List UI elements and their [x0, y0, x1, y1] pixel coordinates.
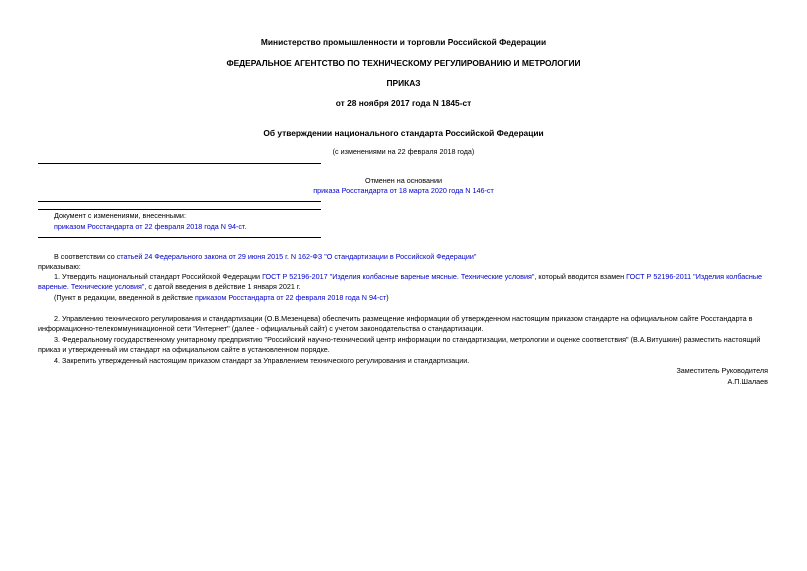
- gost-2017-link[interactable]: ГОСТ Р 52196-2017 "Изделия колбасные вареные мясные. Технические условия": [262, 272, 535, 281]
- law-link[interactable]: статьей 24 Федерального закона от 29 июня 2015 г. N 162-ФЗ "О стандартизации в Российской Федерации": [116, 252, 477, 261]
- divider: [38, 237, 321, 238]
- doc-title: Об утверждении национального стандарта Российской Федерации: [263, 128, 544, 138]
- changes-box-line: [54, 222, 246, 233]
- doc-date-number: от 28 ноября 2017 года N 1845-ст: [335, 98, 472, 108]
- changes-note: (с изменениями на 22 февраля 2018 года): [332, 147, 475, 156]
- p1-edit-note: [54, 293, 389, 304]
- agency-name: ФЕДЕРАЛЬНОЕ АГЕНТСТВО ПО ТЕХНИЧЕСКОМУ РЕГУЛИРОВАНИЮ И МЕТРОЛОГИИ: [226, 58, 581, 68]
- edit-note-text: (Пункт в редакции, введенной в действие: [54, 293, 196, 302]
- ministry-name: Министерство промышленности и торговли Российской Федерации: [260, 37, 547, 47]
- signature-name: А.П.Шалаев: [727, 377, 768, 386]
- intro-paragraph: [54, 252, 476, 263]
- divider: [38, 209, 321, 210]
- p1-text: , который вводится взамен: [534, 272, 627, 281]
- p2-line1: 2. Управлению технического регулирования и стандартизации (О.В.Мезенцева) обеспечить размещение информации об утвержденном настоящим приказом стандарте на официальном сайте Росстандарта в: [54, 314, 753, 323]
- signature-position: Заместитель Руководителя: [676, 366, 768, 375]
- changes-box-link[interactable]: приказом Росстандарта от 22 февраля 2018 года N 94-ст: [54, 222, 245, 231]
- changes-box-suffix: .: [244, 222, 247, 231]
- divider: [38, 163, 321, 164]
- p2-line2: информационно-телекоммуникационной сети "Интернет" (далее - официальный сайт) с учетом законодательства о стандартизации.: [38, 324, 484, 333]
- p3-line1: 3. Федеральному государственному унитарному предприятию "Российский научно-технический центр информации по стандартизации, метрологии и оценке соответствия" (В.А.Витушкин) разместить настоящий: [54, 335, 761, 344]
- p4: 4. Закрепить утвержденный настоящим приказом стандарт за Управлением технического регулирования и стандартизации.: [54, 356, 470, 365]
- order-word: приказываю:: [38, 262, 81, 271]
- doc-type: ПРИКАЗ: [386, 78, 421, 88]
- edit-note-text: ): [386, 293, 389, 302]
- edit-order-link[interactable]: приказом Росстандарта от 22 февраля 2018 года N 94-ст: [195, 293, 387, 302]
- gost-2011-link-cont[interactable]: вареные. Технические условия": [38, 282, 145, 291]
- cancel-label: Отменен на основании: [364, 176, 442, 185]
- gost-2011-link[interactable]: ГОСТ Р 52196-2011 "Изделия колбасные: [626, 272, 763, 281]
- p1-line2: [38, 282, 301, 293]
- changes-box-label: Документ с изменениями, внесенными:: [54, 211, 186, 220]
- cancel-link[interactable]: приказа Росстандарта от 18 марта 2020 года N 146-ст: [313, 186, 494, 195]
- intro-text: В соответствии со: [54, 252, 117, 261]
- p3-line2: приказ и утвержденный им стандарт на официальном сайте в установленном порядке.: [38, 345, 330, 354]
- p1-text: , с датой введения в действие 1 января 2021 г.: [144, 282, 301, 291]
- p1-text: 1. Утвердить национальный стандарт Российской Федерации: [54, 272, 263, 281]
- divider: [38, 201, 321, 202]
- p1-line1: [54, 272, 762, 283]
